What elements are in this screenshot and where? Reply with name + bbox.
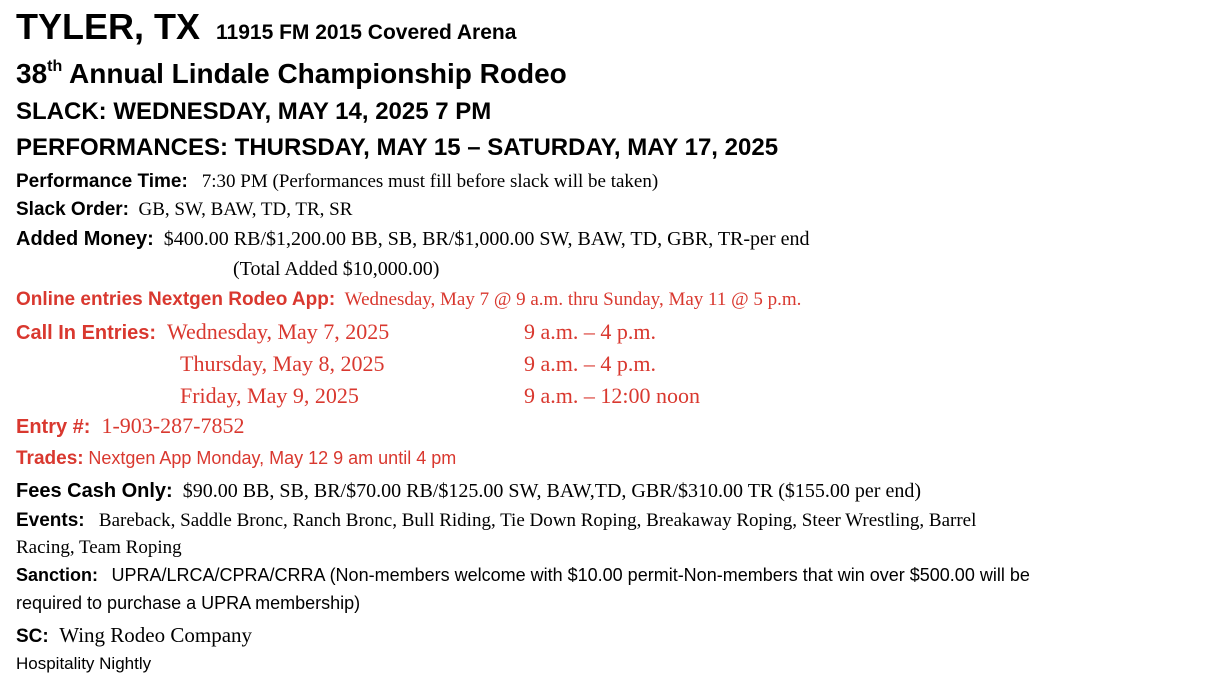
performance-time-label: Performance Time: xyxy=(16,171,188,192)
performance-time-line xyxy=(16,171,658,193)
online-entries-label: Online entries Nextgen Rodeo App: xyxy=(16,289,336,310)
added-money-value: $400.00 RB/$1,200.00 BB, SB, BR/$1,000.00 SW, BAW, TD, GBR, TR-per end xyxy=(163,228,810,250)
fees-line xyxy=(16,480,921,503)
performance-time-value: 7:30 PM (Performances must fill before slack will be taken) xyxy=(201,171,659,192)
title-ordinal-suffix: th xyxy=(47,58,63,75)
trades-value: Nextgen App Monday, May 12 9 am until 4 pm xyxy=(88,448,457,468)
events-value: Bareback, Saddle Bronc, Ranch Bronc, Bull Riding, Tie Down Roping, Breakaway Roping, Steer Wrestling, Barrel xyxy=(98,510,977,531)
online-entries-value: Wednesday, May 7 @ 9 a.m. thru Sunday, May 11 @ 5 p.m. xyxy=(344,289,802,310)
performances-date-line: PERFORMANCES: THURSDAY, MAY 15 – SATURDAY, MAY 17, 2025 xyxy=(16,134,779,161)
slack-order-value: GB, SW, BAW, TD, TR, SR xyxy=(138,199,353,220)
online-entries-line xyxy=(16,289,801,311)
call-in-date: Wednesday, May 7, 2025 xyxy=(167,319,390,344)
entry-number-line xyxy=(16,413,244,439)
call-in-date: Friday, May 9, 2025 xyxy=(180,383,359,408)
sanction-label: Sanction: xyxy=(16,565,99,585)
events-continued: Racing, Team Roping xyxy=(16,537,182,558)
call-in-row xyxy=(16,319,656,345)
title-number: 38 xyxy=(16,58,48,89)
location-header xyxy=(16,6,516,48)
call-in-time: 9 a.m. – 4 p.m. xyxy=(524,319,656,344)
city-name: TYLER, TX xyxy=(16,6,201,47)
venue-address: 11915 FM 2015 Covered Arena xyxy=(216,21,517,44)
call-in-time: 9 a.m. – 12:00 noon xyxy=(524,383,700,408)
hospitality-note: Hospitality Nightly xyxy=(16,654,152,673)
call-in-row xyxy=(180,383,700,409)
trades-label: Trades: xyxy=(16,448,84,469)
events-line xyxy=(16,510,976,532)
events-label: Events: xyxy=(16,510,85,531)
call-in-label: Call In Entries: xyxy=(16,322,157,344)
call-in-date: Thursday, May 8, 2025 xyxy=(180,351,385,376)
added-money-line xyxy=(16,228,809,251)
sanction-value: UPRA/LRCA/CPRA/CRRA (Non-members welcome with $10.00 permit-Non-members that win over $500.00 will be xyxy=(111,565,1030,585)
sanction-continued: required to purchase a UPRA membership) xyxy=(16,593,361,613)
sanction-line xyxy=(16,565,1030,586)
slack-order-label: Slack Order: xyxy=(16,199,129,220)
stock-contractor-line xyxy=(16,623,252,648)
title-text: Annual Lindale Championship Rodeo xyxy=(62,58,567,89)
slack-order-line xyxy=(16,199,352,221)
added-money-label: Added Money: xyxy=(16,228,154,250)
slack-date-line: SLACK: WEDNESDAY, MAY 14, 2025 7 PM xyxy=(16,98,492,125)
trades-line xyxy=(16,448,456,470)
rodeo-title xyxy=(16,58,567,90)
entry-phone-number: 1-903-287-7852 xyxy=(101,413,245,438)
stock-contractor-label: SC: xyxy=(16,626,49,647)
stock-contractor-value: Wing Rodeo Company xyxy=(59,623,253,647)
call-in-time: 9 a.m. – 4 p.m. xyxy=(524,351,656,376)
fees-value: $90.00 BB, SB, BR/$70.00 RB/$125.00 SW, BAW,TD, GBR/$310.00 TR ($155.00 per end) xyxy=(182,480,921,502)
entry-number-label: Entry #: xyxy=(16,416,91,438)
fees-label: Fees Cash Only: xyxy=(16,480,173,502)
total-added-money: (Total Added $10,000.00) xyxy=(233,258,440,280)
call-in-row xyxy=(180,351,656,377)
